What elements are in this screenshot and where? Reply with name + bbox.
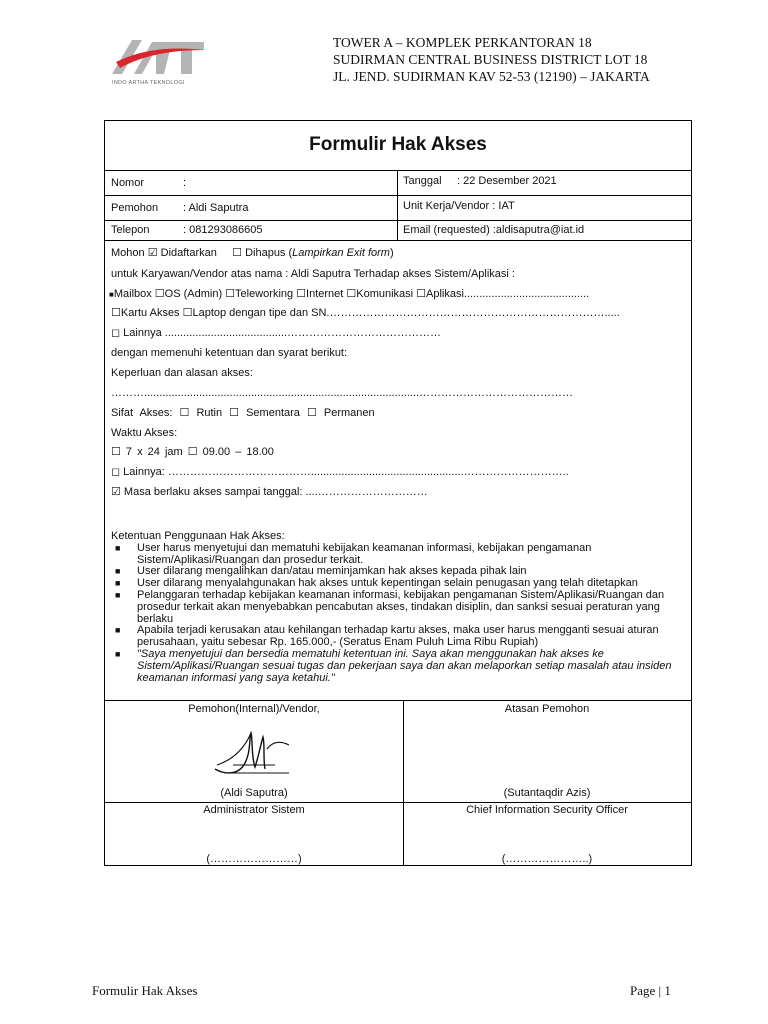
atasan-signature-name: (Sutantaqdir Azis) — [503, 787, 591, 799]
admin-signature-title: Administrator Sistem — [203, 804, 305, 816]
masa-berlaku-checkbox[interactable]: ☑ Masa berlaku akses sampai tanggal: ....………………………… — [111, 486, 428, 498]
dihapus-note: Lampirkan Exit form — [292, 247, 390, 259]
mohon-line — [111, 247, 394, 260]
atasan-signature-title: Atasan Pemohon — [504, 703, 590, 715]
tanggal-label: Tanggal — [403, 175, 442, 187]
divider — [397, 170, 398, 240]
unit-kerja-field[interactable]: Unit Kerja/Vendor : IAT — [403, 200, 515, 212]
nomor-label: Nomor — [111, 177, 145, 189]
syarat-line: dengan memenuhi ketentuan dan syarat berikut: — [111, 347, 348, 359]
rule-item: ■ User dilarang menyalahgunakan hak akses untuk kepentingan selain penugasan yang telah ditetapkan — [115, 577, 638, 590]
waktu-label: Waktu Akses: — [111, 427, 178, 439]
admin-signature-name[interactable]: (……………………) — [206, 853, 302, 865]
email-field[interactable]: Email (requested) :aldisaputra@iat.id — [403, 224, 585, 236]
lainnya-option[interactable]: ◻ Lainnya ........................................…………………………………… — [111, 327, 442, 339]
access-options-text[interactable]: Mailbox ☐OS (Admin) ☐Teleworking ☐Internet ☐Komunikasi ☐Aplikasi......................................... — [113, 288, 590, 300]
address-line-2: SUDIRMAN CENTRAL BUSINESS DISTRICT LOT 18 — [333, 52, 648, 67]
pemohon-label: Pemohon — [111, 202, 159, 214]
rule-item: ■ Pelanggaran terhadap kebijakan keamanan informasi, kebijakan pengamanan Sistem/Aplikasi/Ruangan dan prosedur terkait akan menyebabkan pencabutan akses, tindakan disiplin, dan sanksi sesuai peraturan yang berlaku — [115, 588, 665, 625]
rule-item: ■ Apabila terjadi kerusakan atau kehilangan terhadap kartu akses, maka user harus mengganti sesuai aturan perusahaan, yaitu sebesar Rp. 165.000,- (Seratus Enam Puluh Lima Ribu Rupiah) — [115, 624, 659, 649]
didaftarkan-checkbox[interactable]: ☑ Didaftarkan — [147, 247, 217, 259]
rule-item: ■ User dilarang mengalihkan dan/atau meminjamkan hak akses kepada pihak lain — [115, 565, 527, 578]
access-form — [104, 120, 692, 866]
telepon-label: Telepon — [111, 224, 150, 236]
telepon-value[interactable]: : 081293086605 — [183, 224, 263, 236]
tanggal-value[interactable]: : 22 Desember 2021 — [457, 175, 557, 187]
nomor-value[interactable]: : — [183, 177, 187, 189]
address-line-1: TOWER A – KOMPLEK PERKANTORAN 18 — [333, 35, 592, 50]
access-options-row-1 — [109, 288, 589, 301]
form-title: Formulir Hak Akses — [309, 134, 487, 155]
agreement-statement: ■ "Saya menyetujui dan bersedia mematuhi ketentuan ini. Saya akan menggunakan hak akses ke Sistem/Aplikasi/Ruangan sesuai tugas dan pekerjaan saya dan akan melaporkan setiap masalah atau insiden keamanan informasi yang saya ketahui." — [115, 647, 672, 684]
page-number: Page | 1 — [630, 983, 671, 998]
keperluan-input[interactable]: ………..........................................................................................…………………………………… — [111, 387, 574, 399]
waktu-lainnya-option[interactable]: ◻ Lainnya: …………………………………..................................................……………………….. — [111, 466, 569, 478]
pemohon-value[interactable]: : Aldi Saputra — [183, 202, 249, 214]
logo-tagline: INDO ARTHA TEKNOLOGI — [112, 80, 185, 86]
untuk-line: untuk Karyawan/Vendor atas nama : Aldi Saputra Terhadap akses Sistem/Aplikasi : — [111, 268, 515, 280]
sifat-akses-options[interactable]: Sifat Akses: ☐ Rutin ☐ Sementara ☐ Permanen — [111, 407, 375, 419]
address-line-3: JL. JEND. SUDIRMAN KAV 52-53 (12190) – JAKARTA — [333, 69, 650, 84]
pemohon-signature-name: (Aldi Saputra) — [220, 787, 288, 799]
access-options-row-2[interactable]: ☐Kartu Akses ☐Laptop dengan tipe dan SN.…………………………………………………………………..... — [111, 307, 620, 319]
divider — [105, 240, 691, 241]
mailbox-checkbox[interactable]: ■ — [109, 290, 114, 299]
rule-item: ■ User harus menyetujui dan mematuhi kebijakan keamanan informasi, kebijakan pengamanan Sistem/Aplikasi/Ruangan dan prosedur terkait. — [115, 541, 592, 566]
footer-title: Formulir Hak Akses — [92, 983, 198, 998]
dihapus-checkbox[interactable]: ☐ Dihapus ( — [232, 247, 293, 259]
divider — [105, 170, 691, 171]
rules-section — [111, 531, 686, 684]
ciso-signature-title: Chief Information Security Officer — [466, 804, 628, 816]
waktu-options[interactable]: ☐ 7 x 24 jam ☐ 09.00 – 18.00 — [111, 446, 274, 458]
dihapus-close: ) — [389, 247, 394, 259]
divider — [105, 195, 691, 196]
company-address — [333, 34, 650, 85]
divider — [403, 700, 404, 866]
logo-mark — [112, 40, 204, 74]
divider — [105, 802, 691, 803]
pemohon-signature-title: Pemohon(Internal)/Vendor, — [188, 703, 320, 715]
mohon-prefix: Mohon — [111, 247, 145, 259]
ciso-signature-name[interactable]: (…………………..) — [501, 853, 593, 865]
pemohon-signature-image — [205, 725, 301, 783]
divider — [105, 700, 691, 701]
divider — [105, 220, 691, 221]
rules-heading: Ketentuan Penggunaan Hak Akses: — [111, 530, 285, 542]
keperluan-label: Keperluan dan alasan akses: — [111, 367, 253, 379]
